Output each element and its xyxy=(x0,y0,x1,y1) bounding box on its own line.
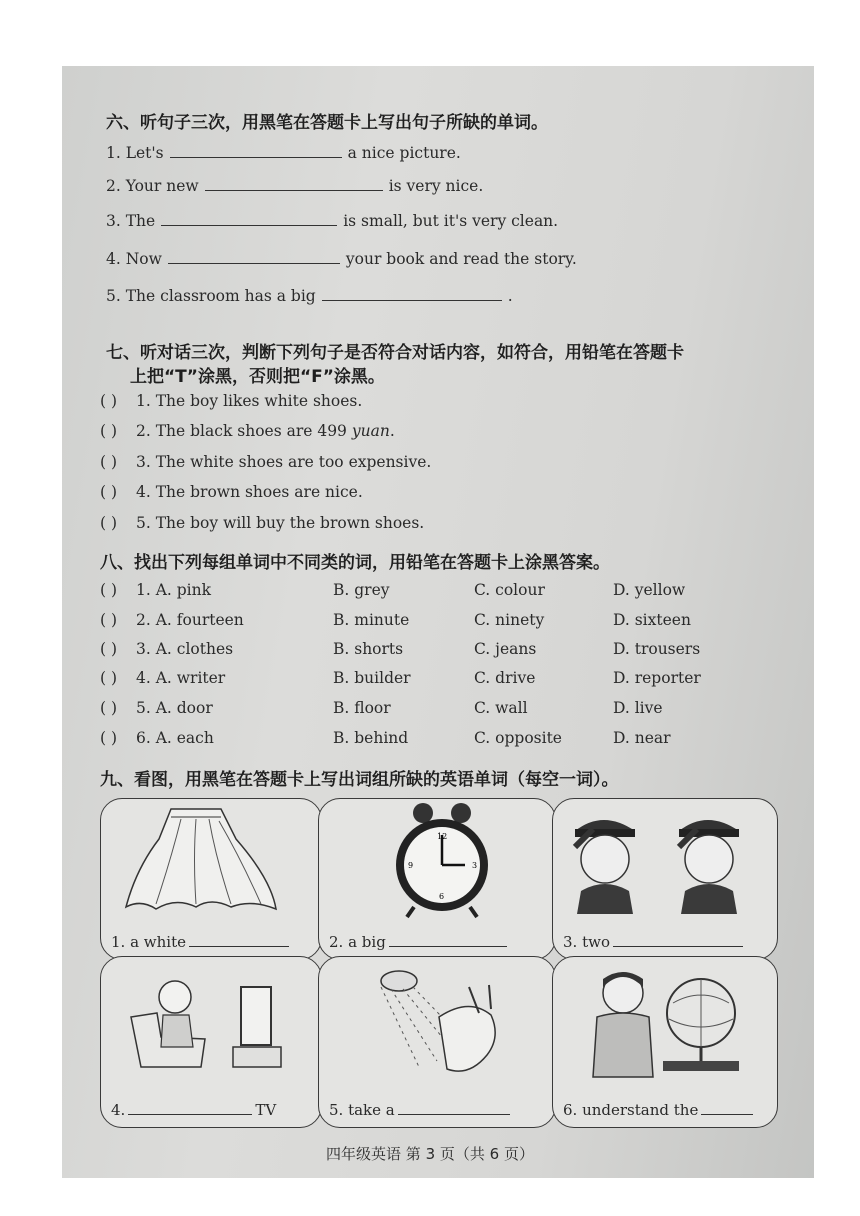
caption-3: 3. two xyxy=(563,933,746,951)
svg-text:12: 12 xyxy=(437,832,448,841)
s6-item-2: 2. Your new is very nice. xyxy=(106,177,484,195)
alarm-clock-icon xyxy=(319,799,555,919)
picture-cell-skirt xyxy=(100,798,322,960)
s7-item-2: ( ) 2. The black shoes are 499 yuan. xyxy=(100,422,395,440)
watching-tv-icon xyxy=(101,957,321,1087)
s8-option: C. ninety xyxy=(474,611,545,629)
s7-item-4: ( ) 4. The brown shoes are nice. xyxy=(100,483,363,501)
s8-option: B. minute xyxy=(333,611,410,629)
s8-option: C. colour xyxy=(474,581,545,599)
s8-row-label: 5. A. door xyxy=(136,699,213,717)
skirt-icon xyxy=(101,799,321,919)
s8-option: D. yellow xyxy=(613,581,686,599)
s6-item-3: 3. The is small, but it's very clean. xyxy=(106,212,559,230)
s7-item-3: ( ) 3. The white shoes are too expensive. xyxy=(100,453,432,471)
s8-option: D. sixteen xyxy=(613,611,691,629)
s8-option: D. trousers xyxy=(613,640,701,658)
s8-option: B. behind xyxy=(333,729,409,747)
s8-row-label: 1. A. pink xyxy=(136,581,212,599)
s8-option: C. wall xyxy=(474,699,528,717)
globe-icon xyxy=(553,957,777,1087)
s7-item-1: ( ) 1. The boy likes white shoes. xyxy=(100,392,363,410)
s8-paren: ( ) xyxy=(100,640,118,658)
picture-cell-globe xyxy=(552,956,778,1128)
svg-text:6: 6 xyxy=(439,892,445,901)
picture-cell-clock xyxy=(318,798,556,960)
caption-2: 2. a big xyxy=(329,933,510,951)
picture-cell-shower xyxy=(318,956,556,1128)
section-7-title-line2: 上把“T”涂黑，否则把“F”涂黑。 xyxy=(130,367,385,387)
section-6-title: 六、听句子三次，用黑笔在答题卡上写出句子所缺的单词。 xyxy=(106,113,548,133)
s8-option: D. reporter xyxy=(613,669,701,687)
caption-1: 1. a white xyxy=(111,933,292,951)
caption-4: 4. TV xyxy=(111,1101,277,1119)
s8-option: B. shorts xyxy=(333,640,404,658)
s8-row-label: 2. A. fourteen xyxy=(136,611,244,629)
s8-option: C. drive xyxy=(474,669,536,687)
picture-cell-tv xyxy=(100,956,322,1128)
shower-icon xyxy=(319,957,555,1087)
s8-option: C. opposite xyxy=(474,729,562,747)
picture-grid xyxy=(100,798,776,1128)
s8-option: B. grey xyxy=(333,581,390,599)
section-9-title: 九、看图，用黑笔在答题卡上写出词组所缺的英语单词（每空一词）。 xyxy=(100,770,619,790)
s7-item-5: ( ) 5. The boy will buy the brown shoes. xyxy=(100,514,425,532)
page-footer: 四年级英语 第 3 页（共 6 页） xyxy=(326,1145,534,1163)
s8-row-label: 4. A. writer xyxy=(136,669,226,687)
s8-paren: ( ) xyxy=(100,581,118,599)
s8-paren: ( ) xyxy=(100,729,118,747)
s8-row-label: 6. A. each xyxy=(136,729,214,747)
caption-6: 6. understand the xyxy=(563,1101,756,1119)
section-8-title: 八、找出下列每组单词中不同类的词，用铅笔在答题卡上涂黑答案。 xyxy=(100,553,610,573)
s8-option: D. live xyxy=(613,699,663,717)
s8-paren: ( ) xyxy=(100,611,118,629)
s8-row-label: 3. A. clothes xyxy=(136,640,234,658)
s8-option: B. floor xyxy=(333,699,391,717)
s8-paren: ( ) xyxy=(100,669,118,687)
s6-item-5: 5. The classroom has a big . xyxy=(106,287,513,305)
caption-5: 5. take a xyxy=(329,1101,513,1119)
svg-text:3: 3 xyxy=(472,861,478,870)
s8-paren: ( ) xyxy=(100,699,118,717)
s8-option: C. jeans xyxy=(474,640,537,658)
s8-option: D. near xyxy=(613,729,671,747)
police-officers-icon xyxy=(553,799,777,919)
s6-item-1: 1. Let's a nice picture. xyxy=(106,144,461,162)
section-7-title-line1: 七、听对话三次，判断下列句子是否符合对话内容，如符合，用铅笔在答题卡 xyxy=(106,343,684,363)
svg-text:9: 9 xyxy=(408,861,414,870)
picture-cell-police xyxy=(552,798,778,960)
s6-item-4: 4. Now your book and read the story. xyxy=(106,250,577,268)
s8-option: B. builder xyxy=(333,669,411,687)
